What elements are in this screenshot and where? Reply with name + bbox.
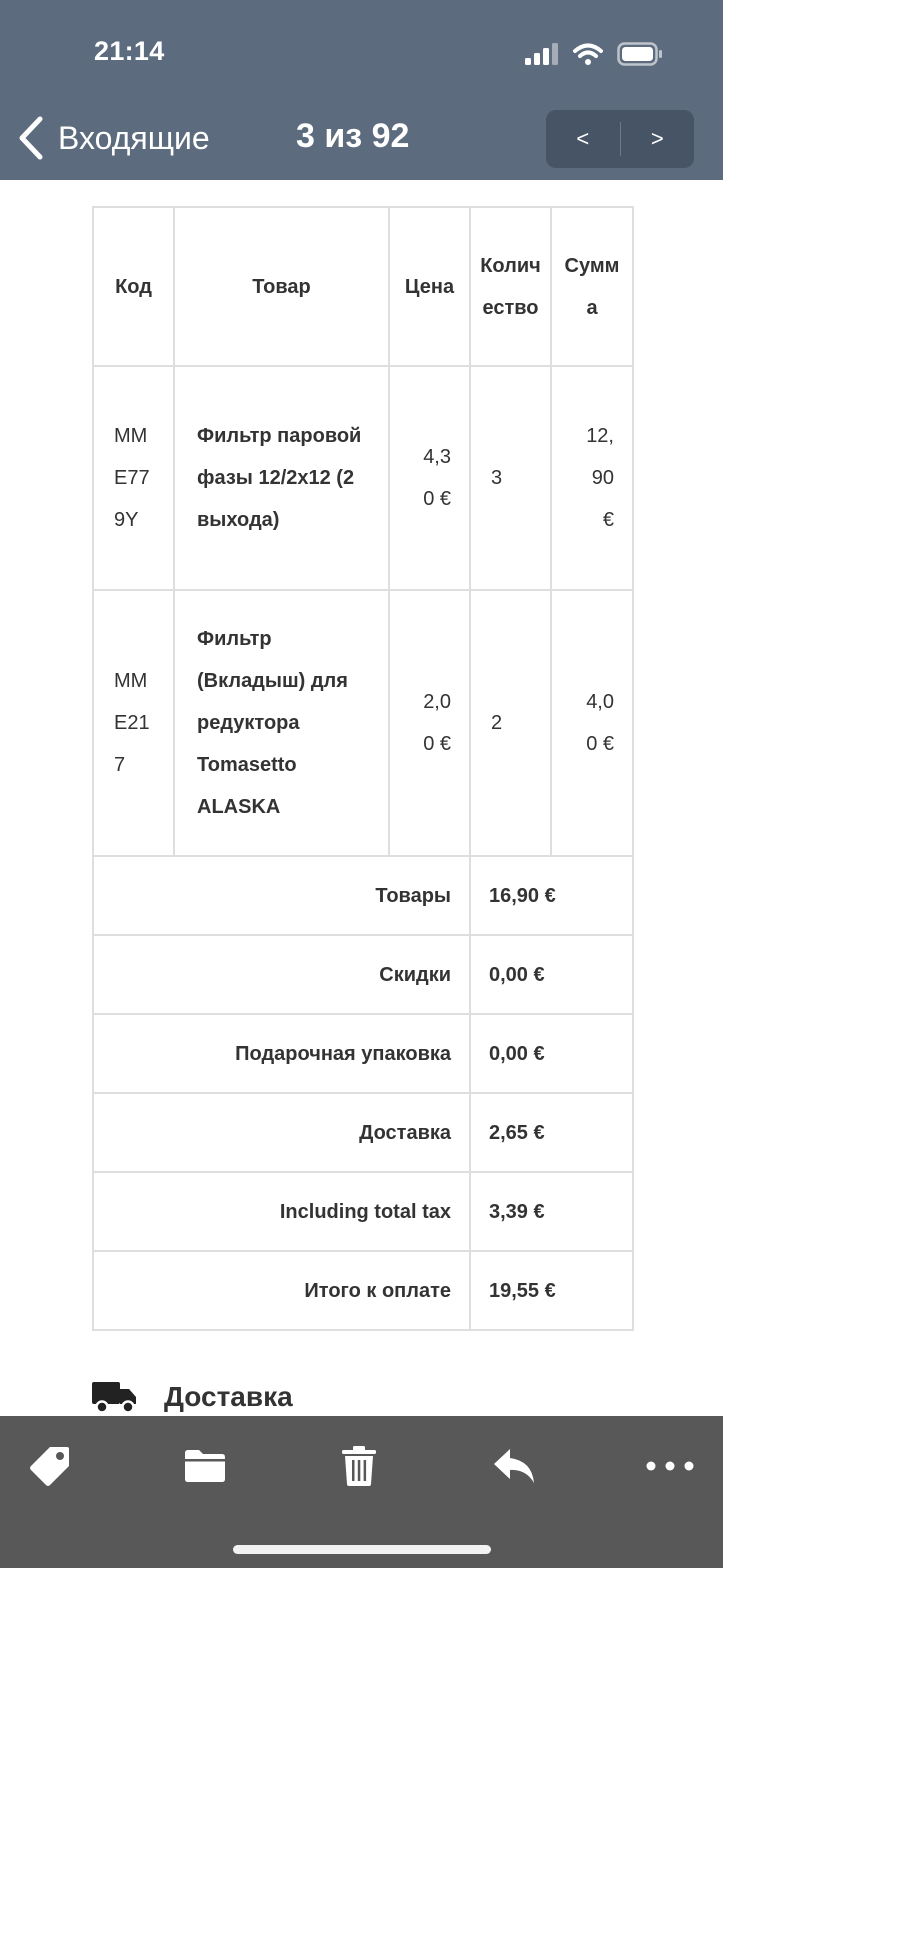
table-row <box>93 366 633 590</box>
order-table <box>92 206 634 1331</box>
app-header <box>0 0 723 180</box>
folder-icon <box>183 1448 227 1484</box>
total-value: 2,65 € <box>470 1093 633 1172</box>
trash-icon <box>341 1445 377 1487</box>
reply-button[interactable] <box>486 1440 542 1492</box>
status-time: 21:14 <box>94 36 165 66</box>
status-icons <box>525 42 663 66</box>
battery-icon <box>617 42 663 66</box>
total-value: 3,39 € <box>470 1172 633 1251</box>
total-row-discounts <box>93 935 633 1014</box>
total-row-tax <box>93 1172 633 1251</box>
total-value: 0,00 € <box>470 1014 633 1093</box>
delivery-section-header <box>92 1380 293 1414</box>
cell-code: MME217 <box>93 590 174 856</box>
more-button[interactable] <box>642 1440 698 1492</box>
cell-code: MME779Y <box>93 366 174 590</box>
total-value: 0,00 € <box>470 935 633 1014</box>
move-to-folder-button[interactable] <box>177 1440 233 1492</box>
message-counter: 3 из 92 <box>296 117 410 155</box>
cell-quantity: 3 <box>470 366 551 590</box>
home-indicator[interactable] <box>233 1545 491 1554</box>
total-label: Итого к оплате <box>93 1251 470 1330</box>
more-icon <box>645 1460 695 1472</box>
total-label: Скидки <box>93 935 470 1014</box>
total-value: 16,90 € <box>470 856 633 935</box>
chevron-left-icon <box>16 116 46 160</box>
cell-price: 4,30 € <box>389 366 470 590</box>
nav-bar <box>0 108 723 166</box>
total-label: Including total tax <box>93 1172 470 1251</box>
next-message-button[interactable]: > <box>650 126 664 151</box>
table-header-row <box>93 207 633 366</box>
total-label: Доставка <box>93 1093 470 1172</box>
wifi-icon <box>573 43 603 65</box>
total-row-goods <box>93 856 633 935</box>
cell-quantity: 2 <box>470 590 551 856</box>
signal-icon <box>525 43 559 65</box>
tag-button[interactable] <box>22 1440 78 1492</box>
message-body[interactable] <box>0 180 723 1416</box>
header-code: Код <box>93 207 174 366</box>
prev-message-button[interactable]: < <box>576 126 590 151</box>
cell-sum: 4,00 € <box>551 590 633 856</box>
back-button[interactable] <box>16 116 210 160</box>
total-row-shipping <box>93 1093 633 1172</box>
cell-item: Фильтр (Вкладыш) для редуктора Tomasetto ALASKA <box>174 590 389 856</box>
total-label: Товары <box>93 856 470 935</box>
reply-icon <box>492 1447 536 1485</box>
tag-icon <box>28 1444 72 1488</box>
message-pager <box>546 110 694 168</box>
delete-button[interactable] <box>331 1440 387 1492</box>
header-item: Товар <box>174 207 389 366</box>
header-price: Цена <box>389 207 470 366</box>
section-title: Доставка <box>164 1381 293 1412</box>
back-label: Входящие <box>58 119 210 156</box>
total-row-gift-wrap <box>93 1014 633 1093</box>
header-sum: Сумма <box>551 207 633 366</box>
cell-sum: 12,90 € <box>551 366 633 590</box>
table-row <box>93 590 633 856</box>
total-label: Подарочная упаковка <box>93 1014 470 1093</box>
cell-price: 2,00 € <box>389 590 470 856</box>
total-value: 19,55 € <box>470 1251 633 1330</box>
cell-item: Фильтр паровой фазы 12/2x12 (2 выхода) <box>174 366 389 590</box>
truck-icon <box>92 1380 138 1414</box>
total-row-grand-total <box>93 1251 633 1330</box>
header-quantity: Количество <box>470 207 551 366</box>
